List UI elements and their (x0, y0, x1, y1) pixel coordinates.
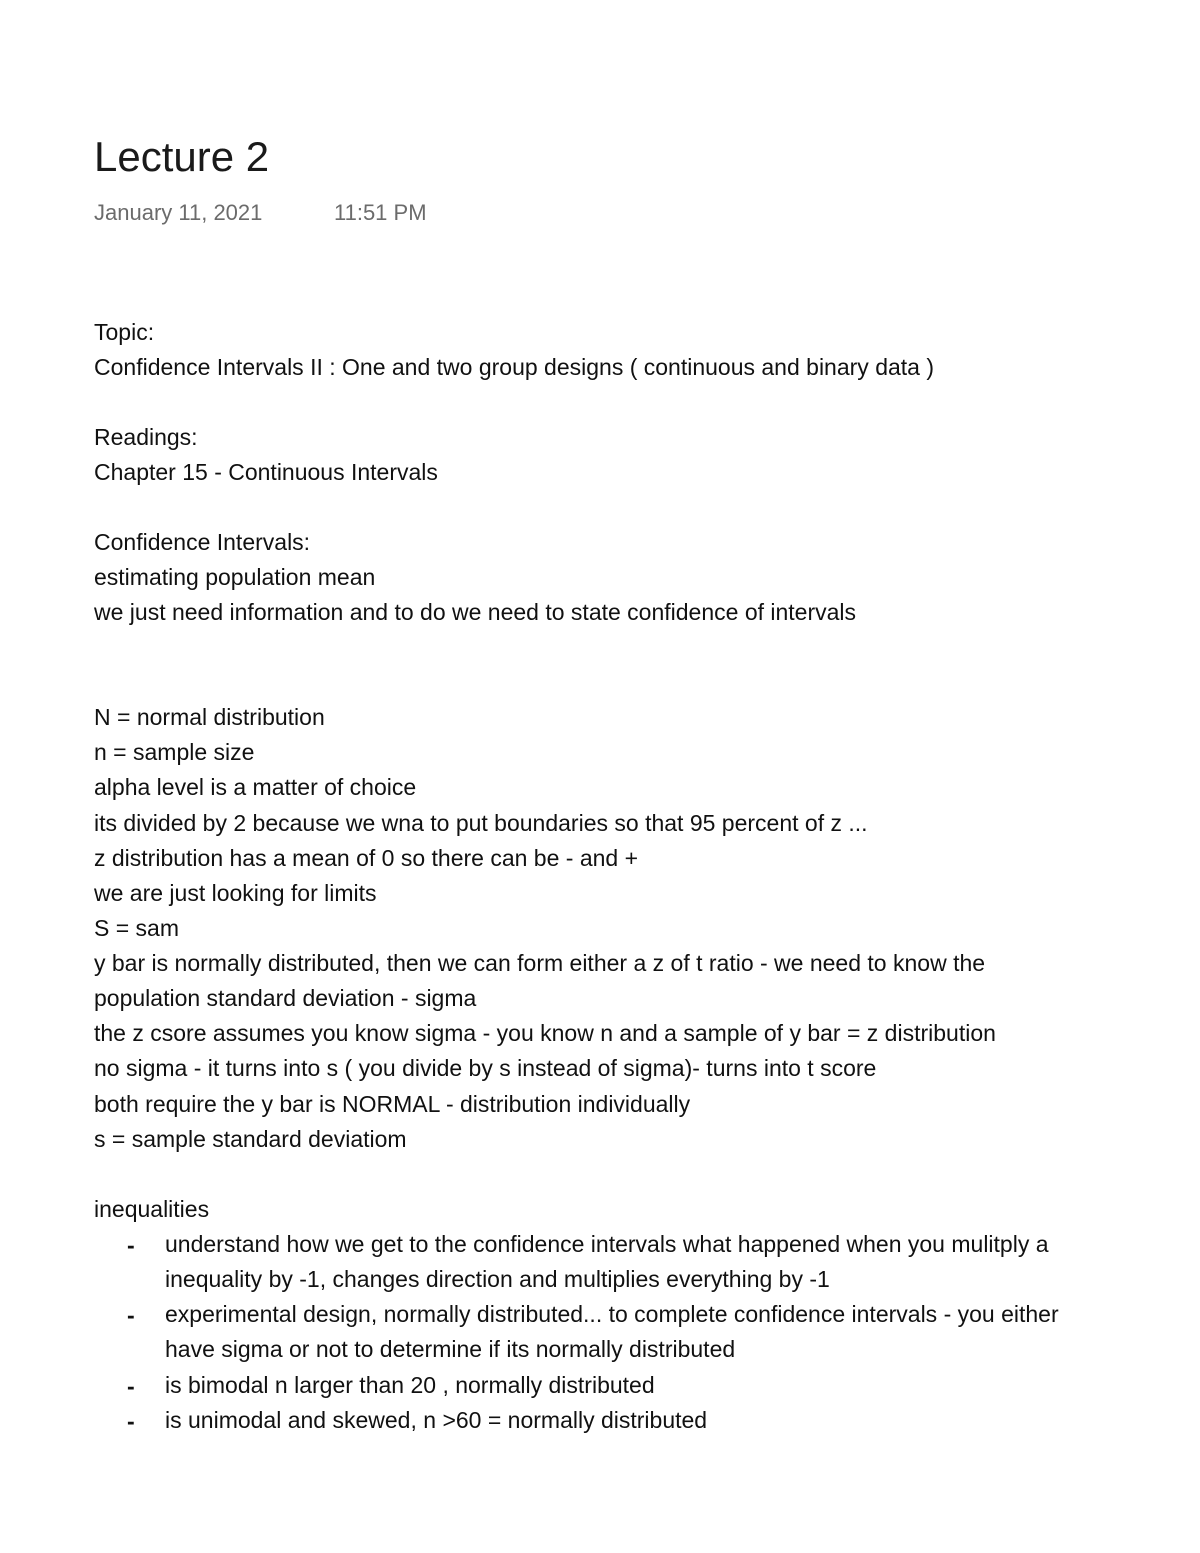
note-line: no sigma - it turns into s ( you divide by s instead of sigma)- turns into t score (94, 1055, 877, 1081)
bullet-marker: - (127, 1302, 135, 1328)
note-line: both require the y bar is NORMAL - distribution individually (94, 1091, 691, 1117)
note-line: the z csore assumes you know sigma - you know n and a sample of y bar = z distribution (94, 1020, 996, 1046)
inequalities-label: inequalities (94, 1196, 210, 1222)
readings-text: Chapter 15 - Continuous Intervals (94, 459, 438, 485)
note-line: its divided by 2 because we wna to put boundaries so that 95 percent of z ... (94, 810, 868, 836)
ci-line: estimating population mean (94, 564, 376, 590)
note-line: population standard deviation - sigma (94, 985, 477, 1011)
note-line: y bar is normally distributed, then we can form either a z of t ratio - we need to know the (94, 950, 986, 976)
ci-label: Confidence Intervals: (94, 529, 311, 555)
note-line: z distribution has a mean of 0 so there can be - and + (94, 845, 639, 871)
bullet-line: experimental design, normally distributed... to complete confidence intervals - you either (165, 1301, 1059, 1327)
bullet-line: understand how we get to the confidence intervals what happened when you mulitply a (165, 1231, 1049, 1257)
bullet-line-cont: have sigma or not to determine if its normally distributed (165, 1336, 736, 1362)
page-time: 11:51 PM (334, 200, 427, 225)
note-line: alpha level is a matter of choice (94, 774, 417, 800)
bullet-line: is unimodal and skewed, n >60 = normally distributed (165, 1407, 708, 1433)
note-line: n = sample size (94, 739, 255, 765)
note-line: N = normal distribution (94, 704, 325, 730)
readings-label: Readings: (94, 424, 198, 450)
bullet-marker: - (127, 1408, 135, 1434)
page-date: January 11, 2021 (94, 200, 263, 225)
note-line: S = sam (94, 915, 180, 941)
topic-text: Confidence Intervals II : One and two group designs ( continuous and binary data ) (94, 354, 935, 380)
topic-label: Topic: (94, 319, 155, 345)
note-line: s = sample standard deviatiom (94, 1126, 407, 1152)
bullet-line: is bimodal n larger than 20 , normally distributed (165, 1372, 655, 1398)
note-line: we are just looking for limits (94, 880, 377, 906)
ci-line: we just need information and to do we need to state confidence of intervals (94, 599, 857, 625)
bullet-marker: - (127, 1373, 135, 1399)
bullet-line-cont: inequality by -1, changes direction and multiplies everything by -1 (165, 1266, 830, 1292)
bullet-marker: - (127, 1232, 135, 1258)
page-title: Lecture 2 (94, 133, 270, 180)
